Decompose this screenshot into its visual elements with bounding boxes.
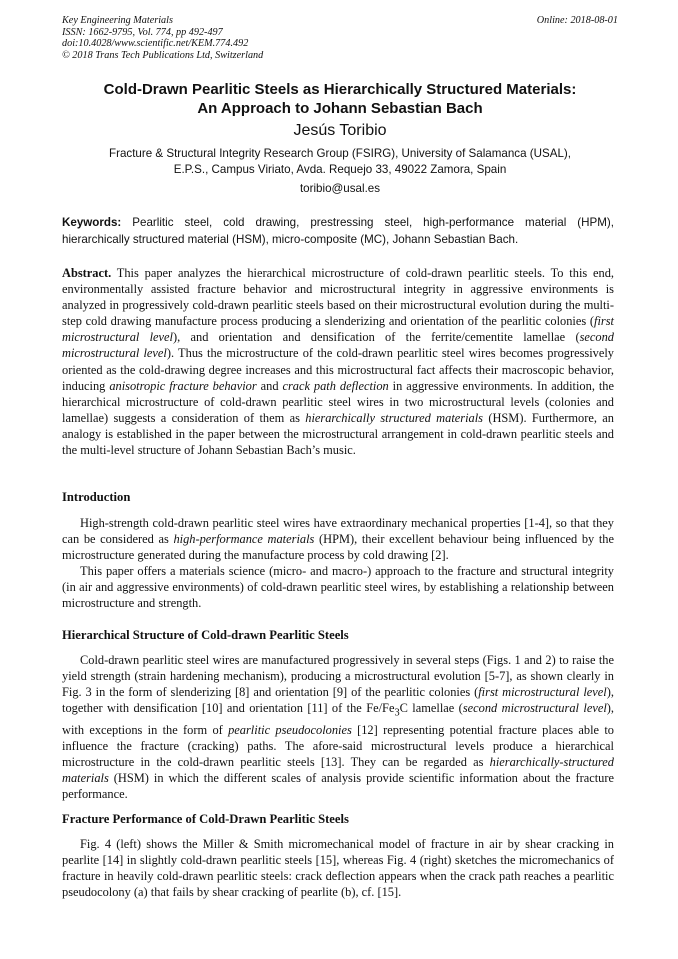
paragraph-text: C lamellae ( [399,701,463,716]
fracture-performance-body [62,836,614,900]
section-heading-hierarchical-structure: Hierarchical Structure of Cold-drawn Pearlitic Steels [62,628,349,642]
paragraph: Fig. 4 (left) shows the Miller & Smith micromechanical model of fracture in air by shear cracking in pearlite [14] in slightly cold-drawn pearlitic steels [15], whereas Fig. 4 (right) sketches the micromechanics of fracture in heavily cold-drawn pearlitic steels: crack deflection appears when the crack path reaches a pearlitic pseudocolony (a) that fails by shear cracking of pearlite (b), cf. [15]. [62,837,614,900]
journal-name: Key Engineering Materials [62,15,173,26]
issn-line: ISSN: 1662-9795, Vol. 774, pp 492-497 [62,26,223,38]
online-date: Online: 2018-08-01 [536,15,618,26]
journal-header [62,15,618,61]
introduction-body [62,515,614,612]
abstract-text: This paper analyzes the hierarchical microstructure of cold-drawn pearlitic steels. To this end, environmentally assisted fracture behavior and microstructural integrity in aggressive environments is analyzed in progressively cold-drawn pearlitic steels based on their microstructural evolution during the multi-step cold drawing manufacture process producing a slenderizing and orientation of the pearlitic colonies ( [62,266,614,329]
doi-line: doi:10.4028/www.scientific.net/KEM.774.492 [62,38,249,49]
affiliation-line-1: Fracture & Structural Integrity Research Group (FSIRG), University of Salamanca (USAL), [109,147,571,160]
subscript: 3 [394,707,400,719]
abstract-emphasis: crack path deflection [282,378,389,393]
abstract-emphasis: anisotropic fracture behavior [109,378,257,393]
abstract-text: in aggressive environments. In addition, the hierarchical microstructure of cold-drawn pearlitic steel wires in two microstructural levels (colonies and lamellae) suggests a consideration of them as [62,378,614,425]
paragraph: This paper offers a materials science (micro- and macro-) approach to the fracture and structural integrity (in air and aggressive environments) of cold-drawn pearlitic steel wires, by establishing a relationship between microstructure and strength. [62,564,614,611]
paragraph-text: [12] representing potential fracture places able to influence the fracture (cracking) paths. The afore-said microstructural levels produce a hierarchical microstructure in the cold-drawn pearlitic steels [13]. They can be regarded as [62,722,614,770]
paragraph-text: Cold-drawn pearlitic steel wires are manufactured progressively in several steps (Figs. 1 and 2) to raise the yield strength (strain hardening mechanism), producing a microstructural evolution [5-7], as shown clearly in Fig. 3 in the form of slenderizing [8] and orientation [9] of the pearlitic colonies ( [62,653,614,700]
abstract-text: and [256,378,283,393]
keywords [62,214,614,248]
copyright-line: © 2018 Trans Tech Publications Ltd, Switzerland [62,49,264,61]
keywords-text: Pearlitic steel, cold drawing, prestressing steel, high-performance material (HPM), hierarchically structured material (HSM), micro-composite (MC), Johann Sebastian Bach. [62,216,614,246]
abstract-emphasis: first microstructural level [62,314,614,345]
hierarchical-structure-body [62,652,614,802]
affiliation-line-2: E.P.S., Campus Viriato, Avda. Requejo 33, 49022 Zamora, Spain [173,162,507,176]
paragraph-text: (HSM) in which the different scales of analysis provide scientific information about the fracture performance. [62,771,614,802]
paragraph [62,652,614,802]
section-heading-fracture-performance: Fracture Performance of Cold-Drawn Pearlitic Steels [62,812,349,826]
abstract-text: (HSM). Furthermore, an analogy is established in the paper between the microstructural arrangement in cold-drawn pearlitic steels and the multi-level structure of Johann Sebastian Bach’s music. [62,410,614,458]
paragraph-emphasis: second microstructural level [462,701,607,716]
paper-title [62,80,618,118]
paragraph-emphasis: hierarchically-structured materials [62,755,614,786]
paragraph-text: ), with exceptions in the form of [62,701,614,737]
keywords-label: Keywords: [62,216,122,229]
paragraph-emphasis: first microstructural level [478,685,607,700]
abstract-emphasis: second microstructural level [62,330,614,361]
abstract-text: ). Thus the microstructure of the cold-drawn pearlitic steel wires becomes progressively oriented as the cold-drawing degree increases and this microstructural fact affects their macroscopic behavior, inducing [62,346,615,393]
title-line-1: Cold-Drawn Pearlitic Steels as Hierarchically Structured Materials: [103,81,577,98]
title-line-2: An Approach to Johann Sebastian Bach [197,100,483,117]
author-name: Jesús Toribio [293,122,387,139]
paragraph-text: High-strength cold-drawn pearlitic steel wires have extraordinary mechanical properties [1-4], so that they can be considered as [62,516,614,547]
paragraph-text: ), together with densification [10] and orientation [11] of the Fe/Fe [62,685,614,716]
paragraph-emphasis: high-performance materials [173,532,315,547]
abstract-label: Abstract. [62,266,112,280]
author-email[interactable]: toribio@usal.es [299,182,381,195]
section-heading-introduction: Introduction [62,490,131,504]
abstract [62,265,614,458]
abstract-emphasis: hierarchically structured materials [305,410,483,425]
paragraph-emphasis: pearlitic pseudocolonies [228,722,352,737]
paragraph [62,515,614,563]
abstract-text: ), and orientation and densification of the ferrite/cementite lamellae ( [173,330,580,345]
paragraph-text: (HPM), their excellent behaviour being influenced by the microstructure generated during the manufacture process by cold drawing [2]. [62,532,614,563]
affiliation [62,146,618,177]
